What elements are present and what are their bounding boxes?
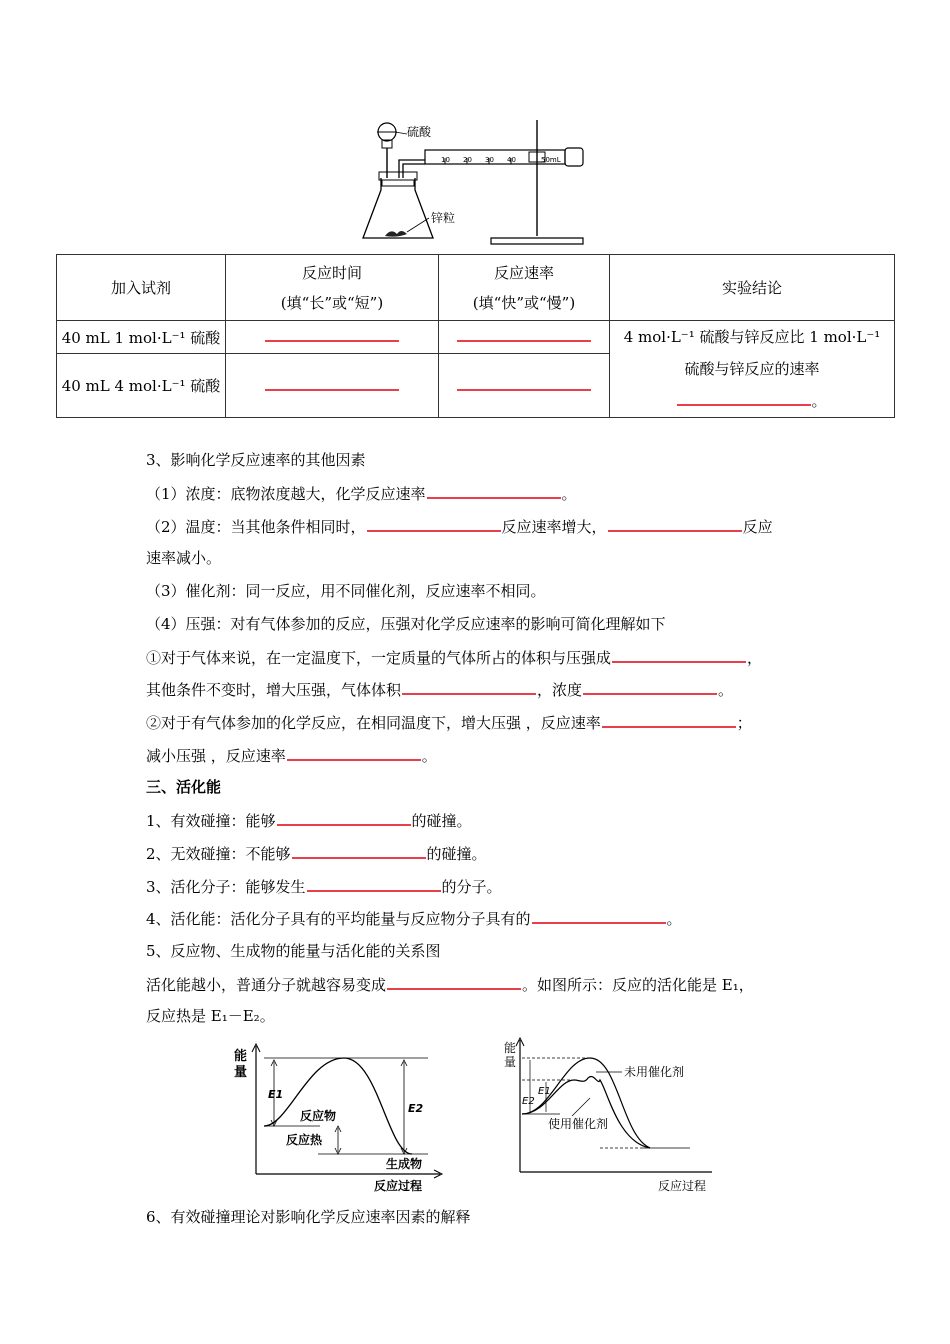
concentration-line: （1）浓度：底物浓度越大，化学反应速率 。 <box>146 485 577 503</box>
effective-collision: 1、有效碰撞：能够 的碰撞。 <box>146 812 472 830</box>
syringe-end-label: 50mL <box>541 156 561 164</box>
d1-reactant: 反应物 <box>300 1109 337 1123</box>
d1-e2: E2 <box>408 1102 424 1115</box>
reagent-2: 40 mL 4 mol·L⁻¹ 硫酸 <box>57 354 226 418</box>
rate-blank-2[interactable] <box>439 354 610 418</box>
activation-energy: 4、活化能：活化分子具有的平均能量与反应物分子具有的 。 <box>146 910 682 928</box>
conclusion-cell: 4 mol·L⁻¹ 硫酸与锌反应比 1 mol·L⁻¹ 硫酸与锌反应的速率 。 <box>610 321 895 418</box>
reagent-1: 40 mL 1 mol·L⁻¹ 硫酸 <box>57 321 226 354</box>
d1-y-label-2: 量 <box>234 1065 248 1080</box>
collision-theory-title: 6、有效碰撞理论对影响化学反应速率因素的解释 <box>146 1208 471 1226</box>
d2-y-label-2: 量 <box>504 1055 517 1069</box>
syringe-tick-30: 30 <box>485 156 494 164</box>
energy-relation-title: 5、反应物、生成物的能量与活化能的关系图 <box>146 942 441 960</box>
ineffective-collision: 2、无效碰撞：不能够 的碰撞。 <box>146 845 487 863</box>
time-blank-1[interactable] <box>226 321 439 354</box>
d2-no-catalyst: 未用催化剂 <box>624 1065 685 1079</box>
d2-e1: E1 <box>538 1086 551 1097</box>
header-conclusion: 实验结论 <box>610 255 895 321</box>
pressure-point1: ①对于气体来说，在一定温度下，一定质量的气体所占的体积与压强成 ， <box>146 649 763 667</box>
pressure-point1-cont: 其他条件不变时，增大压强，气体体积 ，浓度 。 <box>146 681 734 699</box>
syringe-tick-20: 20 <box>463 156 472 164</box>
catalyst-line: （3）催化剂：同一反应，用不同催化剂，反应速率不相同。 <box>146 582 546 600</box>
conclusion-blank[interactable] <box>677 392 811 406</box>
temperature-line-cont: 速率减小。 <box>146 549 222 567</box>
header-reagent: 加入试剂 <box>57 255 226 321</box>
pressure-point2: ②对于有气体参加的化学反应，在相同温度下，增大压强 ，反应速率 ； <box>146 714 752 732</box>
experiment-table <box>56 254 895 418</box>
d1-heat: 反应热 <box>286 1133 323 1147</box>
reaction-heat-text: 反应热是 E₁－E₂。 <box>146 1007 275 1025</box>
temperature-line: （2）温度：当其他条件相同时， 反应速率增大， 反应 <box>146 518 773 536</box>
d1-x-label: 反应过程 <box>374 1179 423 1193</box>
rate-blank-1[interactable] <box>439 321 610 354</box>
energy-diagram-1 <box>228 1040 448 1195</box>
time-blank-2[interactable] <box>226 354 439 418</box>
activated-molecule: 3、活化分子：能够发生 的分子。 <box>146 878 502 896</box>
d1-e1: E1 <box>268 1088 284 1101</box>
d1-product: 生成物 <box>386 1157 423 1171</box>
d1-y-label-1: 能 <box>234 1049 248 1064</box>
energy-diagram-2 <box>500 1036 722 1196</box>
pressure-line: （4）压强：对有气体参加的反应，压强对化学反应速率的影响可简化理解如下 <box>146 615 666 633</box>
syringe-tick-10: 10 <box>441 156 450 164</box>
d2-x-label: 反应过程 <box>658 1179 707 1193</box>
apparatus-figure <box>355 118 595 246</box>
d2-e2: E2 <box>522 1096 535 1107</box>
header-time: 反应时间 (填“长”或“短”) <box>226 255 439 321</box>
d2-with-catalyst: 使用催化剂 <box>548 1117 609 1131</box>
pressure-point2-cont: 减小压强 ，反应速率 。 <box>146 747 437 765</box>
syringe-tick-40: 40 <box>507 156 516 164</box>
energy-relation-text: 活化能越小，普通分子就越容易变成 。如图所示：反应的活化能是 E₁， <box>146 976 754 994</box>
label-acid: 硫酸 <box>407 125 432 139</box>
section3-title: 3、影响化学反应速率的其他因素 <box>146 451 366 469</box>
activation-heading: 三、活化能 <box>146 778 222 796</box>
header-rate: 反应速率 (填“快”或“慢”) <box>439 255 610 321</box>
label-zinc: 锌粒 <box>431 211 456 225</box>
d2-y-label-1: 能 <box>504 1041 517 1055</box>
